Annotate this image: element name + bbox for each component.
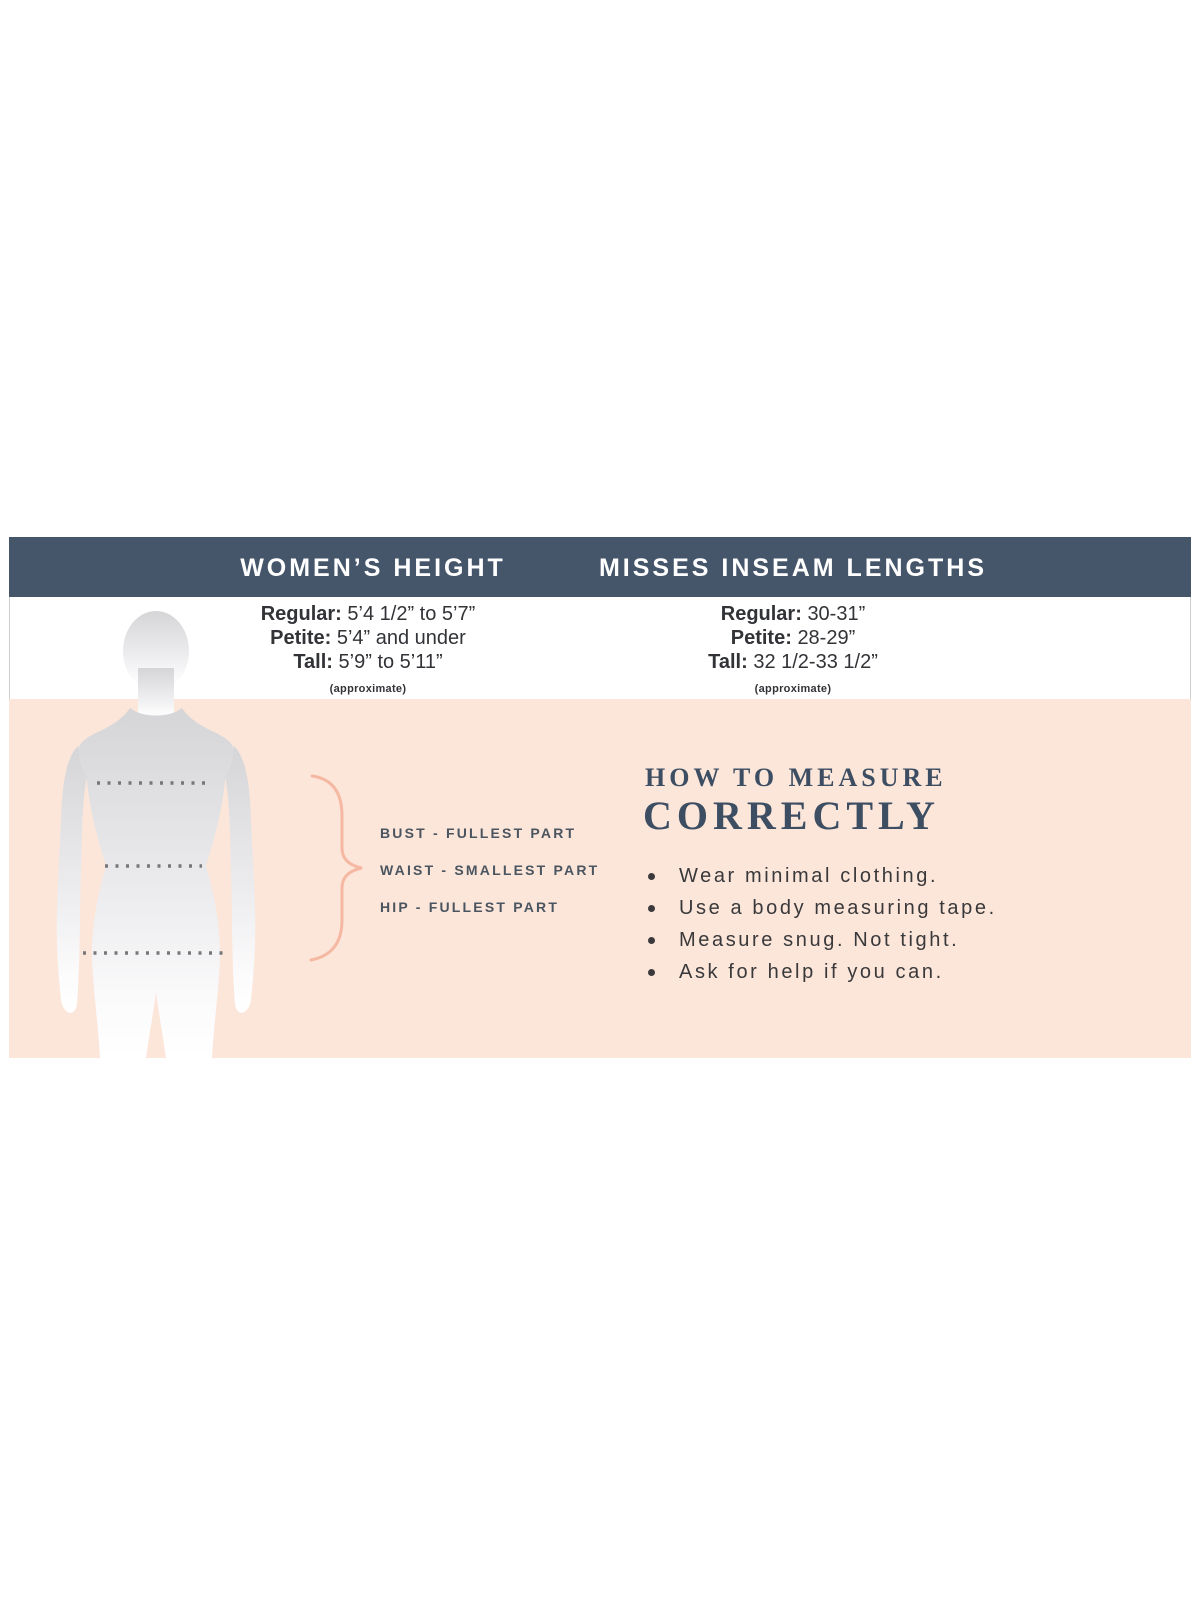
height-label-petite: Petite: <box>270 627 332 649</box>
tip-wear-minimal-clothing <box>645 860 997 892</box>
column-header-misses-inseam: MISSES INSEAM LENGTHS <box>598 554 988 582</box>
inseam-label-tall: Tall: <box>708 651 748 673</box>
inseam-label-petite: Petite: <box>730 627 792 649</box>
misses-inseam-values <box>573 602 1013 701</box>
height-approximate-note: (approximate) <box>329 683 407 695</box>
measure-point-labels <box>380 815 599 926</box>
bullet-dot-icon <box>648 873 655 880</box>
tip-text: Wear minimal clothing. <box>679 865 939 887</box>
silhouette-right-arm <box>225 746 255 1013</box>
tip-text: Use a body measuring tape. <box>679 897 997 919</box>
waist-label: WAIST - SMALLEST PART <box>380 862 600 878</box>
tip-measure-snug <box>645 924 997 956</box>
tip-use-measuring-tape <box>645 892 997 924</box>
height-value-regular: 5’4 1/2” to 5’7” <box>347 603 476 625</box>
hip-label: HIP - FULLEST PART <box>380 899 560 915</box>
height-label-regular: Regular: <box>260 603 342 625</box>
measuring-tips-list <box>645 860 997 988</box>
silhouette-torso-legs <box>78 708 234 1058</box>
body-silhouette-graphic <box>30 600 290 1058</box>
inseam-value-regular: 30-31” <box>807 603 866 625</box>
height-value-tall: 5’9” to 5’11” <box>338 651 443 673</box>
inseam-value-petite: 28-29” <box>797 627 856 649</box>
inseam-row-tall <box>573 650 1013 674</box>
bullet-dot-icon <box>648 905 655 912</box>
inseam-value-tall: 32 1/2-33 1/2” <box>753 651 878 673</box>
inseam-approximate-note: (approximate) <box>754 683 832 695</box>
height-label-tall: Tall: <box>293 651 333 673</box>
tip-text: Measure snug. Not tight. <box>679 929 960 951</box>
curly-brace-graphic <box>298 770 370 966</box>
howto-title-line2: CORRECTLY <box>643 793 940 838</box>
tip-ask-for-help <box>645 956 997 988</box>
inseam-row-petite <box>573 626 1013 650</box>
bullet-dot-icon <box>648 937 655 944</box>
inseam-label-regular: Regular: <box>720 603 802 625</box>
howto-title-line1: HOW TO MEASURE <box>645 763 947 792</box>
silhouette-left-arm <box>57 746 87 1013</box>
column-header-womens-height: WOMEN’S HEIGHT <box>240 554 506 582</box>
bust-label: BUST - FULLEST PART <box>380 825 577 841</box>
inseam-row-regular <box>573 602 1013 626</box>
bullet-dot-icon <box>648 969 655 976</box>
height-value-petite: 5’4” and under <box>336 627 466 649</box>
silhouette-neck <box>138 668 174 720</box>
tip-text: Ask for help if you can. <box>679 961 944 983</box>
